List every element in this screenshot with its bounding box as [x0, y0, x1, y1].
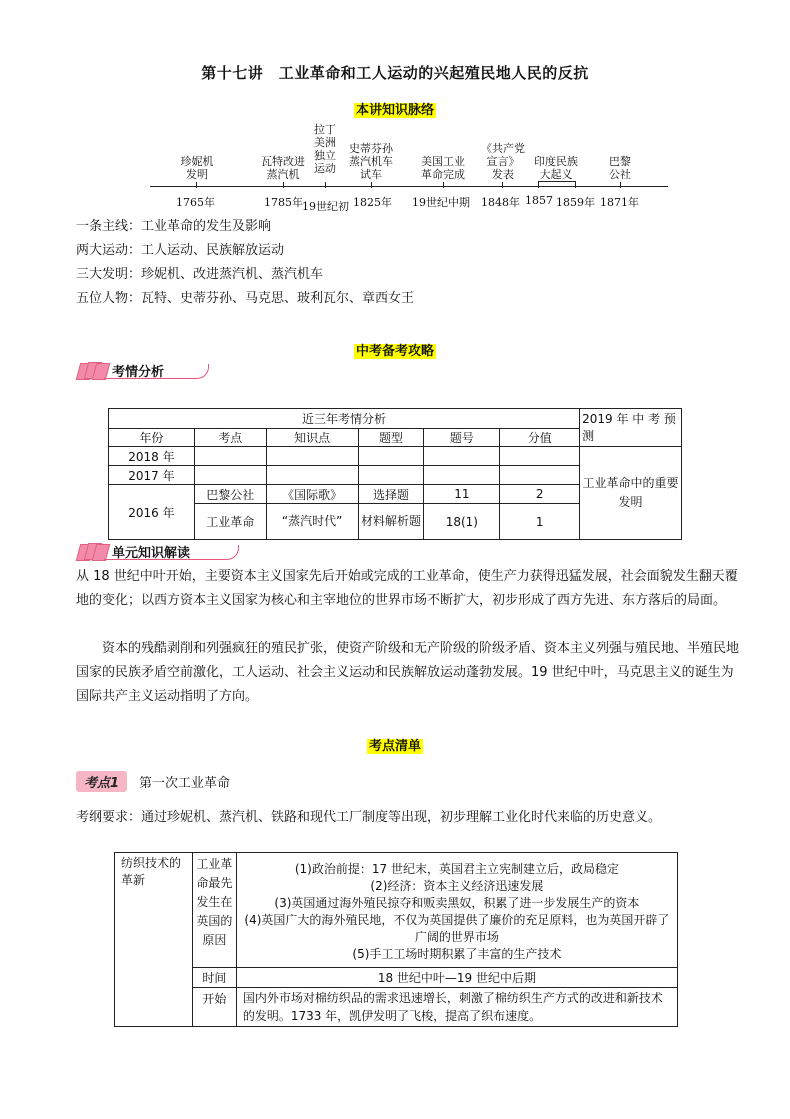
swoosh-decoration — [104, 545, 239, 560]
timeline-event-label: 《共产党 宣言》 发表 — [481, 142, 525, 181]
reason-item: (3)英国通过海外殖民掠夺和贩卖黑奴，积累了进一步发展生产的资本 — [274, 896, 640, 910]
timeline-event-label: 拉丁 美洲 独立 运动 — [314, 123, 336, 175]
reason-label: 工业革命最先发生在英国的原因 — [192, 853, 236, 968]
tag-unit-knowledge: 单元知识解读 — [76, 541, 208, 561]
timeline-year: 19世纪初 — [302, 200, 349, 213]
tag-exam-analysis: 考情分析 — [76, 360, 208, 380]
timeline-year: 1857 — [525, 194, 553, 207]
table-col-header: 分值 — [500, 429, 580, 447]
paragraph: 从 18 世纪中叶开始，主要资本主义国家先后开始或完成的工业革命，使生产力获得迅猛发展，社会面貌发生翻天覆地的变化；以西方资本主义国家为核心和主宰地位的世界市场不断扩大，初步形成了西方先进、东方落后的局面。 — [76, 569, 738, 608]
first-industrial-revolution-table — [114, 852, 678, 1027]
timeline-event-label: 瓦特改进 蒸汽机 — [261, 155, 305, 181]
reason-item: (2)经济：资本主义经济迅速发展 — [370, 879, 544, 893]
table-header-predict: 2019 年 中 考 预 测 — [580, 409, 682, 447]
books-icon — [76, 543, 106, 559]
section-heading-strategy: 中考备考攻略 — [355, 344, 434, 359]
table-col-header: 题号 — [424, 429, 500, 447]
timeline-year: 1859年 — [556, 196, 595, 209]
table-predict-cell: 工业革命中的重要发明 — [580, 447, 682, 540]
timeline-axis — [150, 186, 668, 187]
summary-item: 三大发明：珍妮机、改进蒸汽机、蒸汽机车 — [76, 267, 324, 282]
timeline-tick — [443, 182, 444, 188]
page-title: 第十七讲 工业革命和工人运动的兴起殖民地人民的反抗 — [201, 64, 589, 82]
summary-item: 五位人物：瓦特、史蒂芬孙、马克思、玻利瓦尔、章西女王 — [76, 291, 415, 306]
reason-item: (1)政治前提：17 世纪末，英国君主立宪制建立后，政局稳定 — [294, 862, 619, 876]
section-heading-knowledge: 本讲知识脉络 — [355, 103, 434, 118]
timeline-year: 19世纪中期 — [412, 196, 470, 209]
table-col-header: 题型 — [358, 429, 424, 447]
timeline-tick — [620, 182, 621, 188]
timeline — [0, 0, 790, 215]
timeline-event-label: 史蒂芬孙 蒸汽机车 试车 — [349, 142, 393, 181]
table-col-header: 知识点 — [266, 429, 358, 447]
requirement-text: 考纲要求：通过珍妮机、蒸汽机、铁路和现代工厂制度等出现，初步理解工业化时代来临的历史意义。 — [76, 810, 662, 825]
table-row: 2016 年 巴黎公社 《国际歌》 选择题 11 2 — [109, 485, 682, 504]
table-row: 2017 年 — [109, 466, 682, 485]
table-header-main: 近三年考情分析 — [109, 409, 580, 429]
timeline-year: 1848年 — [481, 196, 520, 209]
table-col-header: 考点 — [194, 429, 266, 447]
start-label: 开始 — [192, 988, 236, 1027]
swoosh-decoration — [104, 364, 209, 379]
time-value: 18 世纪中叶—19 世纪中后期 — [236, 968, 677, 988]
timeline-event-label: 印度民族 大起义 — [534, 155, 578, 181]
timeline-event-label: 美国工业 革命完成 — [421, 155, 465, 181]
time-label: 时间 — [192, 968, 236, 988]
kaodian-title: 第一次工业革命 — [139, 776, 231, 791]
timeline-event-label: 珍妮机 发明 — [180, 155, 214, 181]
summary-list — [76, 215, 414, 311]
timeline-tick — [371, 182, 372, 188]
exam-analysis-table — [108, 408, 682, 540]
timeline-year: 1765年 — [176, 196, 215, 209]
section-heading-checklist: 考点清单 — [368, 739, 421, 754]
kaodian-badge: 考点1 — [76, 771, 127, 792]
summary-item: 两大运动：工人运动、民族解放运动 — [76, 243, 285, 258]
timeline-tick — [502, 182, 503, 188]
table-col1-label: 纺织技术的革新 — [115, 853, 193, 1027]
kaodian-heading — [76, 771, 230, 792]
timeline-event-label: 巴黎 公社 — [609, 155, 631, 181]
reason-item: (5)手工工场时期积累了丰富的生产技术 — [352, 947, 562, 961]
timeline-tick — [196, 182, 197, 188]
table-row: 2018 年 工业革命中的重要发明 — [109, 447, 682, 466]
table-col-header: 年份 — [109, 429, 195, 447]
reason-item: (4)英国广大的海外殖民地，不仅为英国提供了廉价的充足原料，也为英国开辟了广阔的世界市场 — [244, 913, 670, 944]
timeline-bracket — [538, 181, 576, 188]
summary-item: 一条主线：工业革命的发生及影响 — [76, 219, 272, 234]
timeline-tick — [283, 182, 284, 188]
reasons-cell — [236, 853, 677, 968]
timeline-year: 1825年 — [353, 196, 392, 209]
table-row: 工业革命 “蒸汽时代” 材料解析题 18(1) 1 — [109, 504, 682, 540]
paragraph: 资本的残酷剥削和列强疯狂的殖民扩张，使资产阶级和无产阶级的阶级矛盾、资本主义列强与殖民地、半殖民地国家的民族矛盾空前激化，工人运动、社会主义运动和民族解放运动蓬勃发展。19 世纪中叶，马克思主义的诞生为国际共产主义运动指明了方向。 — [76, 641, 740, 704]
timeline-year: 1785年 — [264, 196, 303, 209]
timeline-year: 1871年 — [600, 196, 639, 209]
timeline-tick — [325, 182, 326, 188]
start-value: 国内外市场对棉纺织品的需求迅速增长，刺激了棉纺织生产方式的改进和新技术的发明。1733 年，凯伊发明了飞梭，提高了织布速度。 — [236, 988, 677, 1027]
books-icon — [76, 362, 106, 378]
